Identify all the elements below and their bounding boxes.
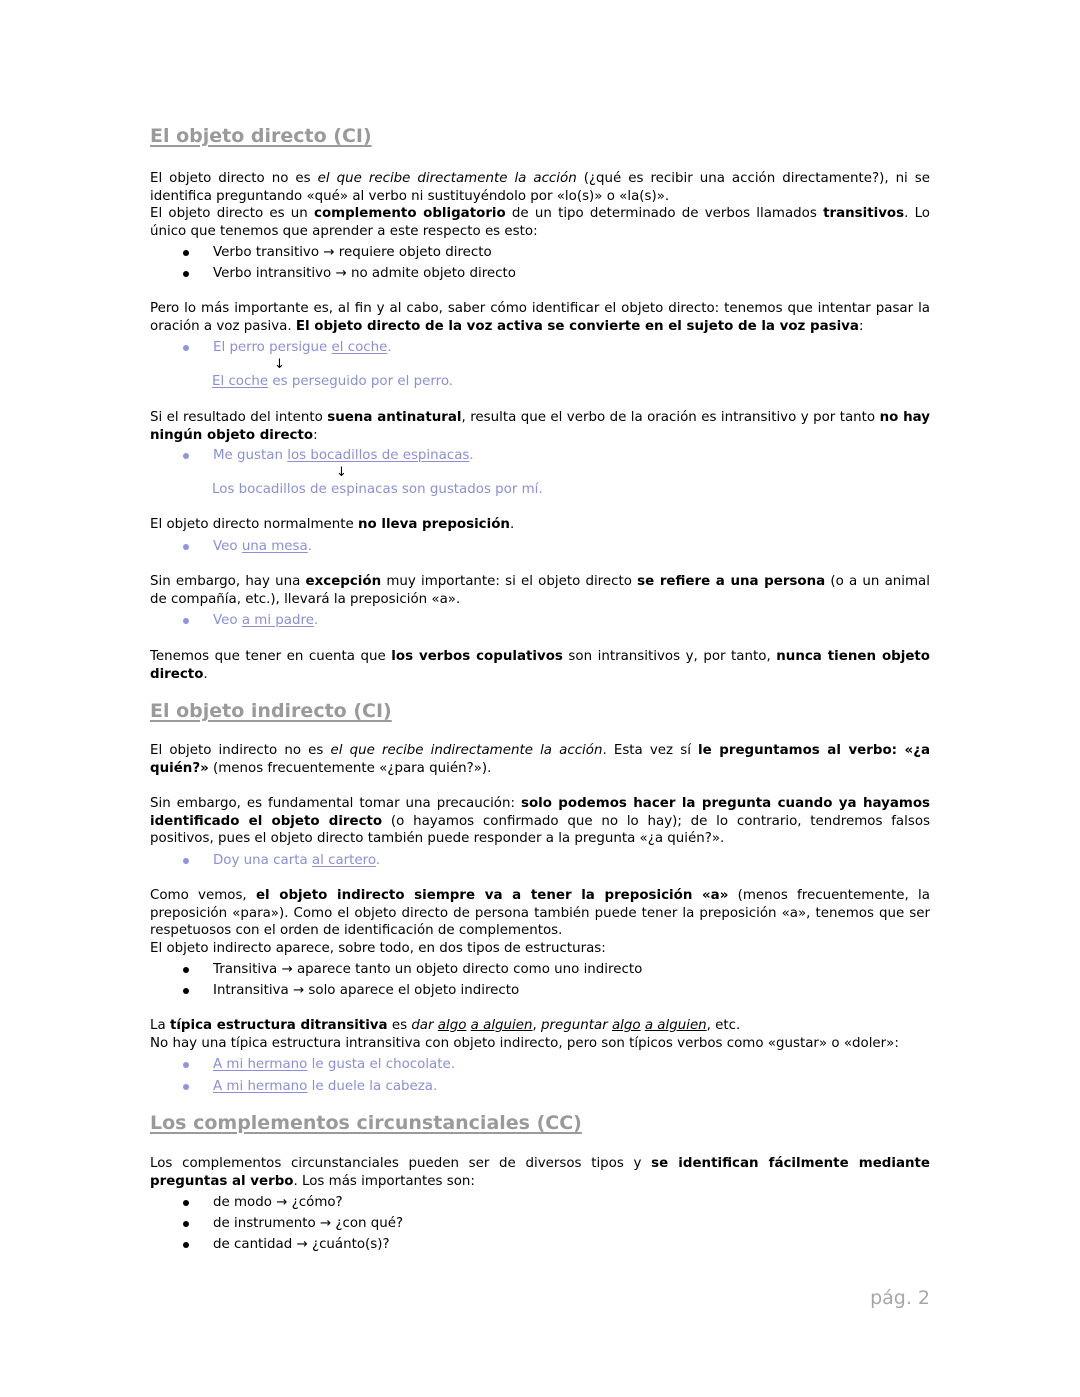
section-title-complementos-circunstanciales: Los complementos circunstanciales (CC) bbox=[150, 1112, 582, 1134]
paragraph: Pero lo más importante es, al fin y al cabo, saber cómo identificar el objeto directo: tenemos que intentar pasar la oración a voz pasiva. El objeto directo de la voz activa se convierte en el sujeto de la voz pasiva: bbox=[150, 301, 930, 334]
paragraph: Si el resultado del intento suena antinatural, resulta que el verbo de la oración es intransitivo y por tanto no hay ningún objeto directo: bbox=[150, 410, 931, 443]
paragraph: Sin embargo, hay una excepción muy importante: si el objeto directo se refiere a una persona (o a un animal de compañía, etc.), llevará la preposición «a». bbox=[150, 574, 930, 607]
paragraph: Sin embargo, es fundamental tomar una precaución: solo podemos hacer la pregunta cuando ya hayamos identificado el objeto directo (o hayamos confirmado que no lo hay); de lo contrario, tendremos falsos positivos, pues el objeto directo también puede responder a la pregunta «¿a quién?». bbox=[150, 796, 930, 846]
paragraph: Como vemos, el objeto indirecto siempre va a tener la preposición «a» (menos frecuentemente, la preposición «para»). Como el objeto directo de persona también puede tener la preposición «a», tenemos que ser respetuosos con el orden de identificación de complementos. bbox=[150, 888, 930, 938]
example-transformed: Los bocadillos de espinacas son gustados por mí. bbox=[212, 482, 543, 497]
page-number: pág. 2 bbox=[870, 1287, 930, 1309]
paragraph: El objeto directo es un complemento obligatorio de un tipo determinado de verbos llamados transitivos. Lo único que tenemos que aprender a este respecto es esto: bbox=[150, 206, 930, 239]
example-transformed: El coche es perseguido por el perro. bbox=[212, 374, 454, 389]
paragraph: El objeto indirecto no es el que recibe indirectamente la acción. Esta vez sí le preguntamos al verbo: «¿a quién?» (menos frecuentemente «¿para quién?»). bbox=[150, 743, 930, 776]
paragraph: El objeto indirecto aparece, sobre todo, en dos tipos de estructuras: bbox=[150, 941, 606, 956]
paragraph: Los complementos circunstanciales pueden ser de diversos tipos y se identifican fácilmente mediante preguntas al verbo. Los más importantes son: bbox=[150, 1156, 931, 1189]
paragraph: El objeto directo normalmente no lleva preposición. bbox=[150, 517, 515, 532]
section-title-objeto-directo: El objeto directo (CI) bbox=[150, 125, 372, 147]
down-arrow: ↓ bbox=[274, 357, 285, 372]
paragraph: Tenemos que tener en cuenta que los verbos copulativos son intransitivos y, por tanto, nunca tienen objeto directo. bbox=[150, 649, 930, 682]
section-title-objeto-indirecto: El objeto indirecto (CI) bbox=[150, 700, 392, 722]
down-arrow: ↓ bbox=[336, 465, 347, 480]
paragraph: No hay una típica estructura intransitiva con objeto indirecto, pero son típicos verbos como «gustar» o «doler»: bbox=[150, 1036, 899, 1051]
paragraph: La típica estructura ditransitiva es dar algo a alguien, preguntar algo a alguien, etc. bbox=[150, 1018, 741, 1033]
paragraph: El objeto directo no es el que recibe directamente la acción (¿qué es recibir una acción directamente?), ni se identifica preguntando «qué» al verbo ni sustituyéndolo por «lo(s)» o «la(s)». bbox=[150, 171, 930, 204]
